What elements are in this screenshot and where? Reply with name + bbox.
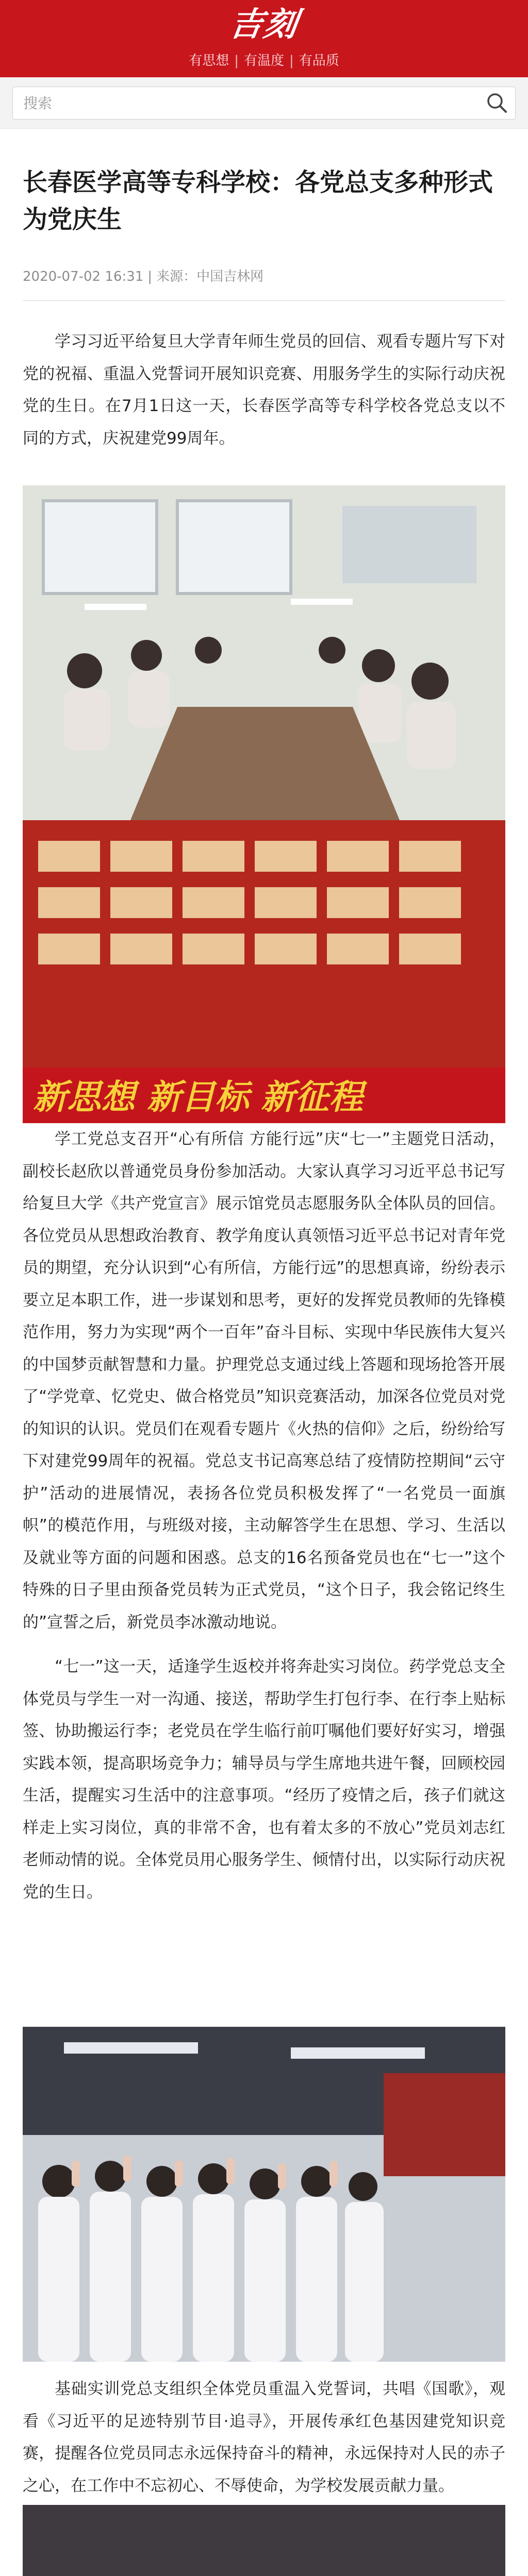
oath-photo-illustration [23, 2027, 505, 2362]
search-bar [0, 77, 528, 129]
slogan-item: 有品质 [299, 53, 339, 69]
article-photo-ceremony [23, 2505, 505, 2576]
article-source: 中国吉林网 [196, 269, 264, 284]
slogan-separator: | [289, 53, 294, 69]
banner-slogan: 新思想 新目标 新征程 [33, 1077, 363, 1117]
search-box [12, 87, 516, 120]
article-title: 长春医学高等专科学校：各党总支多种形式为党庆生 [23, 168, 493, 234]
search-input[interactable] [13, 87, 515, 119]
article-paragraph: 学习习近平给复旦大学青年师生党员的回信、观看专题片写下对党的祝福、重温入党誓词开展知识竞赛、用服务学生的实际行动庆祝党的生日。在7月1日这一天，长春医学高等专科学校各党总支以不同的方式，庆祝建党99周年。 [23, 332, 505, 448]
article-meta [23, 266, 505, 301]
slogan-item: 有温度 [243, 53, 284, 69]
publish-date: 2020-07-02 16:31 [23, 269, 144, 284]
slogan-item: 有思想 [189, 53, 229, 69]
ceremony-photo-illustration [23, 2505, 505, 2576]
article-paragraph: 学工党总支召开“心有所信 方能行远”庆“七一”主题党日活动，副校长赵欣以普通党员身份参加活动。大家认真学习习近平总书记写给复旦大学《共产党宣言》展示馆党员志愿服务队全体队员的回信。各位党员从思想政治教育、教学角度认真领悟习近平总书记对青年党员的期望，充分认识到“心有所信，方能行远”的思想真谛，纷纷表示要立足本职工作，进一步谋划和思考，更好的发挥党员教师的先锋模范作用，努力为实现“两个一百年”奋斗目标、实现中华民族伟大复兴的中国梦贡献智慧和力量。护理党总支通过线上答题和现场抢答开展了“学党章、忆党史、做合格党员”知识竞赛活动，加深各位党员对党的知识的认识。党员们在观看专题片《火热的信仰》之后，纷纷给写下对建党99周年的祝福。党总支书记高寒总结了疫情防控期间“云守护”活动的进展情况，表扬各位党员积极发挥了“一名党员一面旗帜”的模范作用，与班级对接，主动解答学生在思想、学习、生活以及就业等方面的问题和困惑。总支的16名预备党员也在“七一”这个特殊的日子里由预备党员转为正式党员，“这个日子，我会铭记终生的”宣誓之后，新党员李冰激动地说。 [23, 1130, 505, 1632]
search-icon[interactable] [484, 90, 510, 116]
site-logo[interactable]: 吉刻 [227, 5, 301, 44]
article [0, 164, 528, 2576]
article-paragraph: “七一”这一天，适逢学生返校并将奔赴实习岗位。药学党总支全体党员与学生一对一沟通、接送，帮助学生打包行李、在行李上贴标签、协助搬运行李；老党员在学生临行前叮嘱他们要好好实习，增强实践本领，提高职场竞争力；辅导员与学生席地共进午餐，回顾校园生活，提醒实习生活中的注意事项。“经历了疫情之后，孩子们就这样走上实习岗位，真的非常不舍，也有着太多的不放心”党员刘志红老师动情的说。全体党员用心服务学生、倾情付出，以实际行动庆祝党的生日。 [23, 1657, 505, 1902]
meta-separator: | [147, 269, 153, 284]
site-header [0, 0, 528, 77]
article-photo-oath [23, 2027, 505, 2362]
source-label: 来源： [156, 269, 197, 284]
slogan-separator: | [234, 53, 239, 69]
article-paragraph: 基础实训党总支组织全体党员重温入党誓词，共唱《国歌》，观看《习近平的足迹特别节目·追寻》，开展传承红色基因建党知识竞赛，提醒各位党员同志永远保持奋斗的精神，永远保持对人民的赤子之心，在工作中不忘初心、不辱使命，为学校发展贡献力量。 [23, 2380, 505, 2495]
meeting-photo-illustration [23, 485, 505, 1123]
site-slogan [0, 50, 528, 71]
article-photo-meeting [23, 485, 505, 1123]
